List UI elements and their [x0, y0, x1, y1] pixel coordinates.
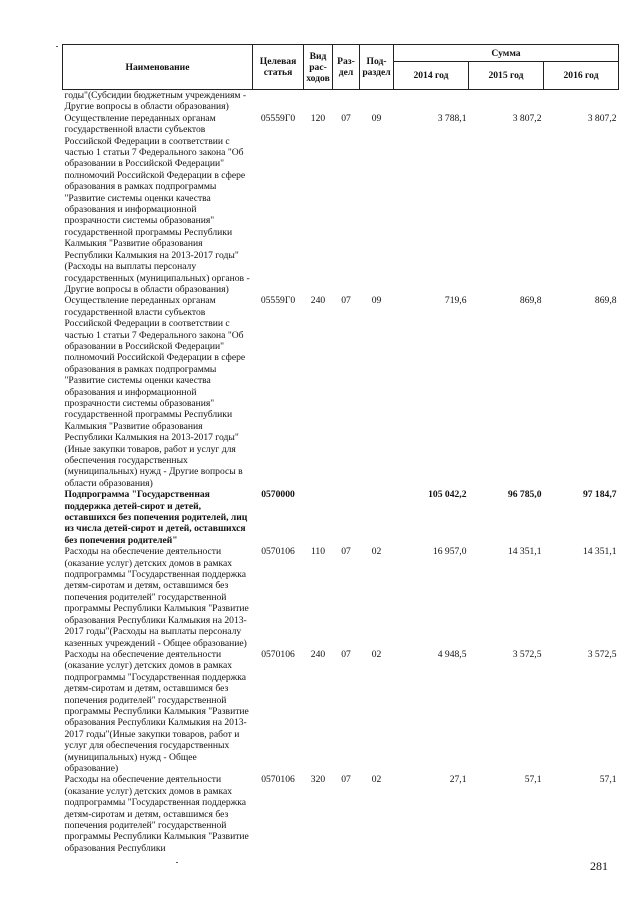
row-razdel: [333, 90, 360, 113]
row-razdel: [333, 489, 360, 546]
table-header: [63, 45, 619, 90]
row-sum-2016: 3 572,5: [587, 648, 617, 660]
row-article: 0570106: [261, 648, 295, 660]
row-podrazdel: [360, 90, 394, 113]
row-article: 0570000: [261, 489, 295, 501]
row-name: Расходы на обеспечение деятельности (оказание услуг) детских домов в рамках подпрограммы "Государственная поддержка детям-сиротам и детям, оставшимся без попечения родителей" государственной программы Республики Калмыкия "Развитие образования Республики Калмыкия на 2013-2017 годы"(Иные закупки товаров, работ и услуг для обеспечения государственных (муниципальных) нужд - Общее образование): [64, 648, 249, 774]
page-number: 281: [590, 859, 608, 873]
scan-mark: [56, 46, 58, 47]
row-razdel: 07: [341, 648, 351, 660]
row-sum-2015: 57,1: [524, 774, 542, 786]
header-summa: Сумма: [394, 45, 619, 62]
row-razdel: 07: [341, 295, 351, 307]
table-row: [63, 90, 619, 113]
row-podrazdel: 02: [371, 546, 382, 558]
row-podrazdel: 09: [371, 112, 382, 124]
table-row: [63, 774, 619, 854]
row-sum-2014: 4 948,5: [437, 648, 467, 660]
row-sum-2014: [394, 90, 469, 113]
row-razdel: 07: [341, 774, 351, 786]
row-razdel: 07: [341, 546, 351, 558]
row-vid: 120: [310, 112, 326, 124]
row-sum-2014: 16 957,0: [432, 546, 467, 558]
header-podrazdel: Под-раздел: [360, 45, 394, 90]
row-sum-2015: 3 572,5: [512, 648, 542, 660]
row-sum-2016: 57,1: [599, 774, 617, 786]
row-sum-2014: 719,6: [444, 295, 467, 307]
header-name: Наименование: [63, 45, 253, 90]
row-article: [253, 90, 304, 113]
row-name: Осуществление переданных органам государственной власти субъектов Российской Федерации в соответствии с частью 1 статьи 7 Федерального закона "Об образовании в Российской Федерации" полномочий Российской Федерации в сфере образования в рамках подпрограммы "Развитие системы оценки качества образования и информационной прозрачности системы образования" государственной программы Республики Калмыкия "Развитие образования Республики Калмыкия на 2013-2017 годы"(Расходы на выплаты персоналу государственных (муниципальных) органов - Другие вопросы в области образования): [64, 112, 250, 295]
row-sum-2016: 14 351,1: [582, 546, 617, 558]
header-2016: 2016 год: [544, 62, 619, 90]
row-razdel: 07: [341, 112, 351, 124]
row-sum-2015: 14 351,1: [507, 546, 542, 558]
row-sum-2016: 3 807,2: [587, 112, 617, 124]
row-podrazdel: 02: [371, 774, 382, 786]
row-podrazdel: 09: [371, 295, 382, 307]
header-article: Целевая статья: [253, 45, 304, 90]
budget-page: [62, 44, 618, 854]
row-sum-2014: 3 788,1: [437, 112, 467, 124]
header-razdel: Раз-дел: [333, 45, 360, 90]
budget-table: [62, 44, 619, 854]
row-sum-2016: 97 184,7: [582, 489, 617, 501]
row-name: Расходы на обеспечение деятельности (оказание услуг) детских домов в рамках подпрограммы "Государственная поддержка детям-сиротам и детям, оставшимся без попечения родителей" государственной программы Республики Калмыкия "Развитие образования Республики Калмыкия на 2013-2017 годы"(Расходы на выплаты персоналу казенных учреждений - Общее образование): [64, 546, 249, 649]
row-vid: [304, 90, 333, 113]
row-sum-2015: [469, 90, 544, 113]
row-podrazdel: [360, 489, 394, 546]
row-name: Осуществление переданных органам государственной власти субъектов Российской Федерации в соответствии с частью 1 статьи 7 Федерального закона "Об образовании в Российской Федерации" полномочий Российской Федерации в сфере образования в рамках подпрограммы "Развитие системы оценки качества образования и информационной прозрачности системы образования" государственной программы Республики Калмыкия "Развитие образования Республики Калмыкия на 2013-2017 годы"(Иные закупки товаров, работ и услуг для обеспечения государственных (муниципальных) нужд - Другие вопросы в области образования): [64, 295, 246, 489]
row-sum-2014: 105 042,2: [428, 489, 467, 501]
header-2015: 2015 год: [469, 62, 544, 90]
row-name: Расходы на обеспечение деятельности (оказание услуг) детских домов в рамках подпрограммы "Государственная поддержка детям-сиротам и детям, оставшимся без попечения родителей" государственной программы Республики Калмыкия "Развитие образования Республики: [64, 774, 249, 854]
table-row: [63, 113, 619, 296]
row-article: 0570106: [261, 546, 295, 558]
row-sum-2015: 96 785,0: [507, 489, 542, 501]
row-podrazdel: 02: [371, 648, 382, 660]
row-article: 0570106: [261, 774, 295, 786]
row-vid: 240: [310, 295, 326, 307]
row-vid: 110: [310, 546, 326, 558]
row-article: 05559Г0: [260, 295, 296, 307]
row-vid: 240: [310, 648, 326, 660]
row-vid: 320: [310, 774, 326, 786]
table-row: [63, 489, 619, 546]
header-2014: 2014 год: [394, 62, 469, 90]
row-sum-2014: 27,1: [449, 774, 467, 786]
row-name: Подпрограмма "Государственная поддержка детей-сирот и детей, оставшихся без попечения родителей, лиц из числа детей-сирот и детей, оставшихся без попечения родителей": [64, 489, 248, 546]
header-vid: Вид рас-ходов: [304, 45, 333, 90]
scan-mark: [176, 862, 178, 863]
row-vid: [304, 489, 333, 546]
row-name: годы"(Субсидии бюджетным учреждениям - Другие вопросы в области образования): [64, 90, 247, 113]
row-sum-2015: 3 807,2: [512, 112, 542, 124]
row-sum-2016: [544, 90, 619, 113]
table-body: [63, 90, 619, 855]
row-sum-2016: 869,8: [594, 295, 617, 307]
table-row: [63, 546, 619, 649]
table-row: [63, 649, 619, 774]
row-sum-2015: 869,8: [519, 295, 542, 307]
row-article: 05559Г0: [260, 112, 296, 124]
table-row: [63, 295, 619, 489]
